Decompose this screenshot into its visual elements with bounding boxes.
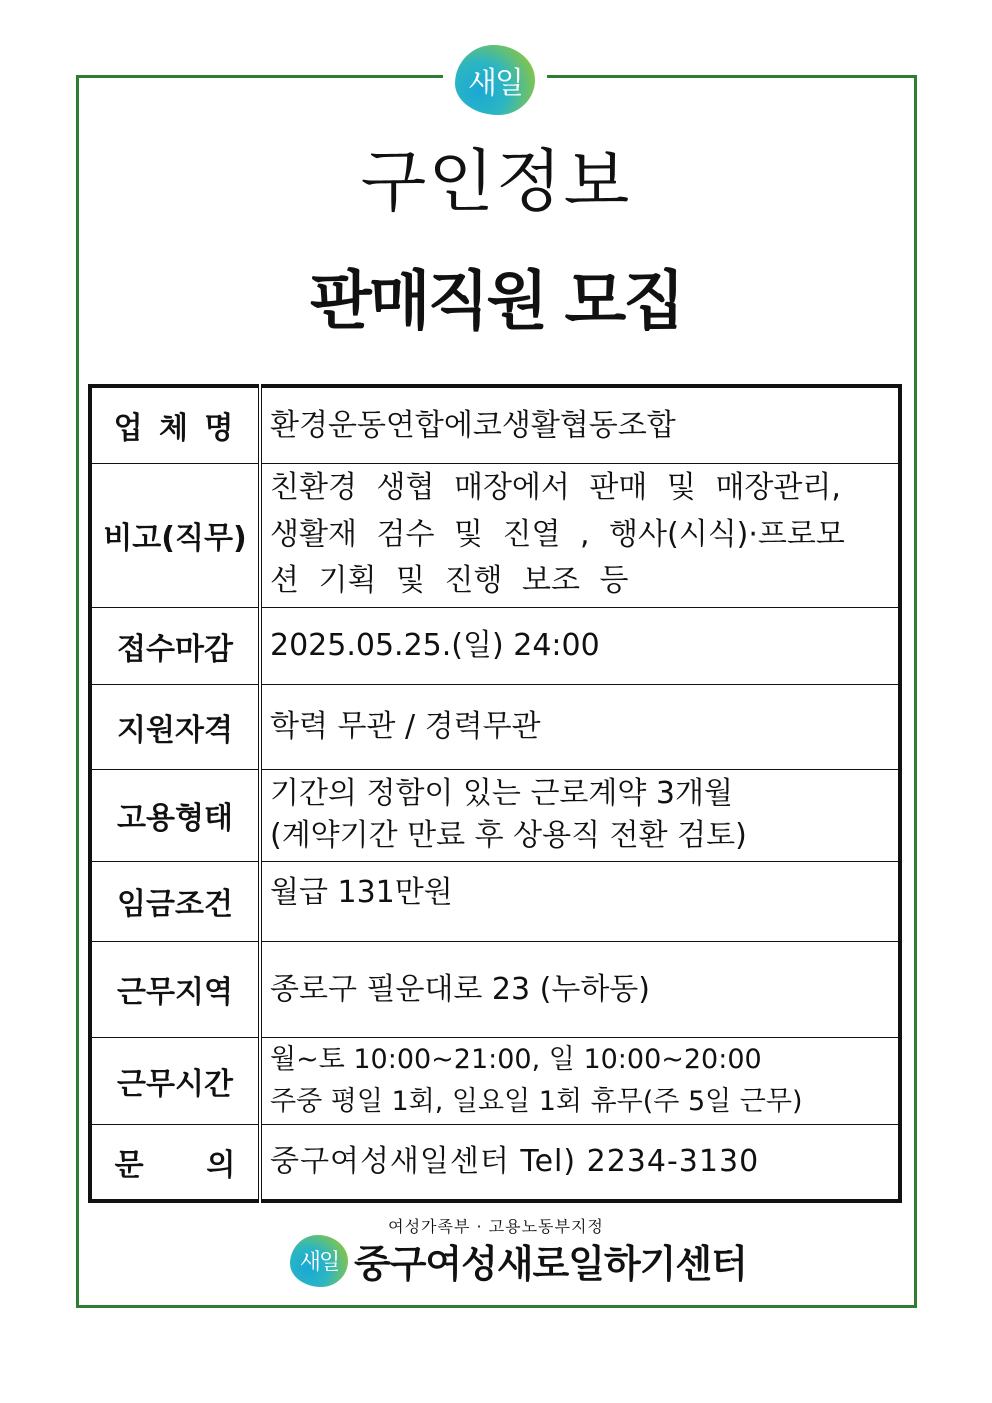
row-value	[260, 769, 900, 861]
value-line: 션 기획 및 진행 보조 등	[270, 563, 629, 599]
value-line: 월~토 10:00~21:00, 일 10:00~20:00	[270, 1043, 762, 1075]
saeil-logo-top	[443, 42, 547, 118]
row-value	[260, 607, 900, 684]
row-employment-type	[90, 769, 900, 861]
value-line: 친환경 생협 매장에서 판매 및 매장관리,	[270, 470, 841, 506]
value-line: 생활재 검수 및 진열 , 행사(시식)·프로모	[270, 516, 845, 552]
value-line: 2025.05.25.(일) 24:00	[270, 628, 600, 663]
row-label: 근무시간	[90, 1037, 260, 1124]
value-line: (계약기간 만료 후 상용직 전환 검토)	[270, 818, 747, 853]
row-label: 근무지역	[90, 941, 260, 1037]
row-label: 접수마감	[90, 607, 260, 684]
saeil-logo-text: 새일	[299, 1250, 339, 1275]
row-label: 지원자격	[90, 684, 260, 769]
footer-designation: 여성가족부 · 고용노동부지정	[388, 1217, 604, 1236]
row-label: 임금조건	[90, 861, 260, 941]
footer-logo	[290, 1233, 747, 1288]
row-company	[90, 386, 900, 463]
row-label: 고용형태	[90, 769, 260, 861]
saeil-logo-mark	[455, 45, 535, 115]
value-line: 학력 무관 / 경력무관	[270, 709, 541, 744]
value-line: 종로구 필운대로 23 (누하동)	[270, 971, 650, 1007]
value-line: 중구여성새일센터 Tel) 2234-3130	[270, 1144, 760, 1180]
row-value	[260, 386, 900, 463]
row-value	[260, 861, 900, 941]
row-contact	[90, 1124, 900, 1201]
saeil-logo-text: 새일	[468, 66, 522, 101]
row-duties	[90, 463, 900, 607]
value-line: 주중 평일 1회, 일요일 1회 휴무(주 5일 근무)	[270, 1085, 803, 1117]
saeil-logo-mark	[290, 1235, 348, 1287]
row-value	[260, 684, 900, 769]
row-wage	[90, 861, 900, 941]
page-subtitle: 판매직원 모집	[309, 265, 683, 339]
center-name: 중구여성새로일하기센터	[354, 1242, 747, 1286]
page-title: 구인정보	[360, 143, 632, 222]
row-value	[260, 463, 900, 607]
row-value	[260, 1037, 900, 1124]
row-label: 비고(직무)	[90, 463, 260, 607]
job-info-table	[88, 384, 902, 1203]
row-label: 업 체 명	[90, 386, 260, 463]
row-hours	[90, 1037, 900, 1124]
row-deadline	[90, 607, 900, 684]
value-line: 기간의 정함이 있는 근로계약 3개월	[270, 776, 733, 811]
value-line: 환경운동연합에코생활협동조합	[270, 407, 676, 443]
value-line: 월급 131만원	[270, 874, 453, 910]
row-location	[90, 941, 900, 1037]
row-qualification	[90, 684, 900, 769]
row-value	[260, 1124, 900, 1201]
row-value	[260, 941, 900, 1037]
row-label: 문 의	[90, 1124, 260, 1201]
